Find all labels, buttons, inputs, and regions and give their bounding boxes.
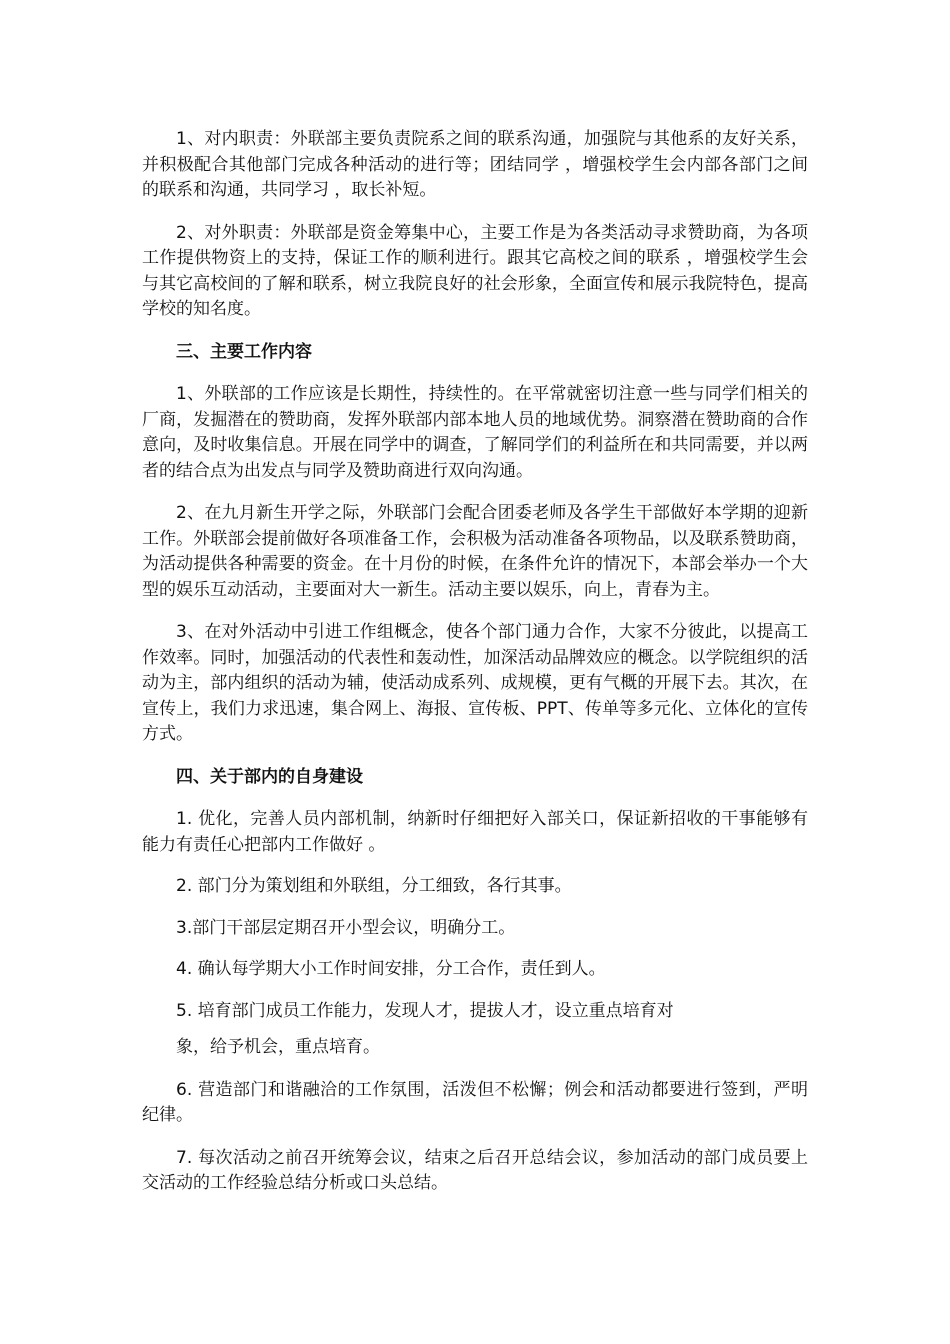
paragraph-building-item-1: 1. 优化，完善人员内部机制，纳新时仔细把好入部关口，保证新招收的干事能够有能力有责任心把部内工作做好 。 — [142, 809, 808, 855]
paragraph-building-item-2: 2. 部门分为策划组和外联组，分工细致，各行其事。 — [176, 876, 572, 896]
paragraph-building-item-4: 4. 确认每学期大小工作时间安排，分工合作，责任到人。 — [176, 959, 606, 979]
paragraph-work-item-1: 1、外联部的工作应该是长期性，持续性的。在平常就密切注意一些与同学们相关的厂商，发掘潜在的赞助商，发挥外联部内部本地人员的地域优势。洞察潜在赞助商的合作意向，及时收集信息。开展在同学中的调查，了解同学们的利益所在和共同需要，并以两者的结合点为出发点与同学及赞助商进行双向沟通。 — [142, 384, 808, 481]
paragraph-building-item-5: 5. 培育部门成员工作能力，发现人才，提拔人才，设立重点培育对 — [176, 1000, 674, 1021]
section-heading-self-building: 四、关于部内的自身建设 — [176, 766, 363, 787]
paragraph-building-item-6: 6. 营造部门和谐融洽的工作氛围，活泼但不松懈；例会和活动都要进行签到，严明纪律。 — [142, 1079, 808, 1125]
paragraph-building-item-5-continued: 象，给予机会，重点培育。 — [176, 1037, 380, 1057]
paragraph-external-duties: 2、对外职责：外联部是资金筹集中心，主要工作是为各类活动寻求赞助商，为各项工作提供物资上的支持，保证工作的顺利进行。跟其它高校之间的联系 ，增强校学生会与其它高校间的了解和联系，树立我院良好的社会形象，全面宣传和展示我院特色，提高学校的知名度。 — [142, 222, 808, 319]
paragraph-building-item-3: 3.部门干部层定期召开小型会议，明确分工。 — [176, 917, 516, 938]
paragraph-work-item-3: 3、在对外活动中引进工作组概念，使各个部门通力合作，大家不分彼此，以提高工作效率。同时，加强活动的代表性和轰动性，加深活动品牌效应的概念。以学院组织的活动为主，部内组织的活动为辅，使活动成系列、成规模，更有气概的开展下去。其次，在宣传上，我们力求迅速，集合网上、海报、宣传板、PPT、传单等多元化、立体化的宣传方式。 — [142, 622, 808, 744]
paragraph-work-item-2: 2、在九月新生开学之际，外联部门会配合团委老师及各学生干部做好本学期的迎新工作。外联部会提前做好各项准备工作，会积极为活动准备各项物品，以及联系赞助商，为活动提供各种需要的资金。在十月份的时候，在条件允许的情况下，本部会举办一个大型的娱乐互动活动，主要面对大一新生。活动主要以娱乐，向上，青春为主。 — [142, 503, 808, 600]
document-body — [142, 127, 808, 1197]
section-heading-main-work: 三、主要工作内容 — [176, 341, 312, 362]
paragraph-building-item-7: 7. 每次活动之前召开统筹会议，结束之后召开总结会议，参加活动的部门成员要上交活动的工作经验总结分析或口头总结。 — [142, 1147, 808, 1193]
paragraph-internal-duties: 1、对内职责：外联部主要负责院系之间的联系沟通，加强院与其他系的友好关系，并积极配合其他部门完成各种活动的进行等；团结同学 ，增强校学生会内部各部门之间的联系和沟通，共同学习 ，取长补短。 — [142, 129, 808, 200]
